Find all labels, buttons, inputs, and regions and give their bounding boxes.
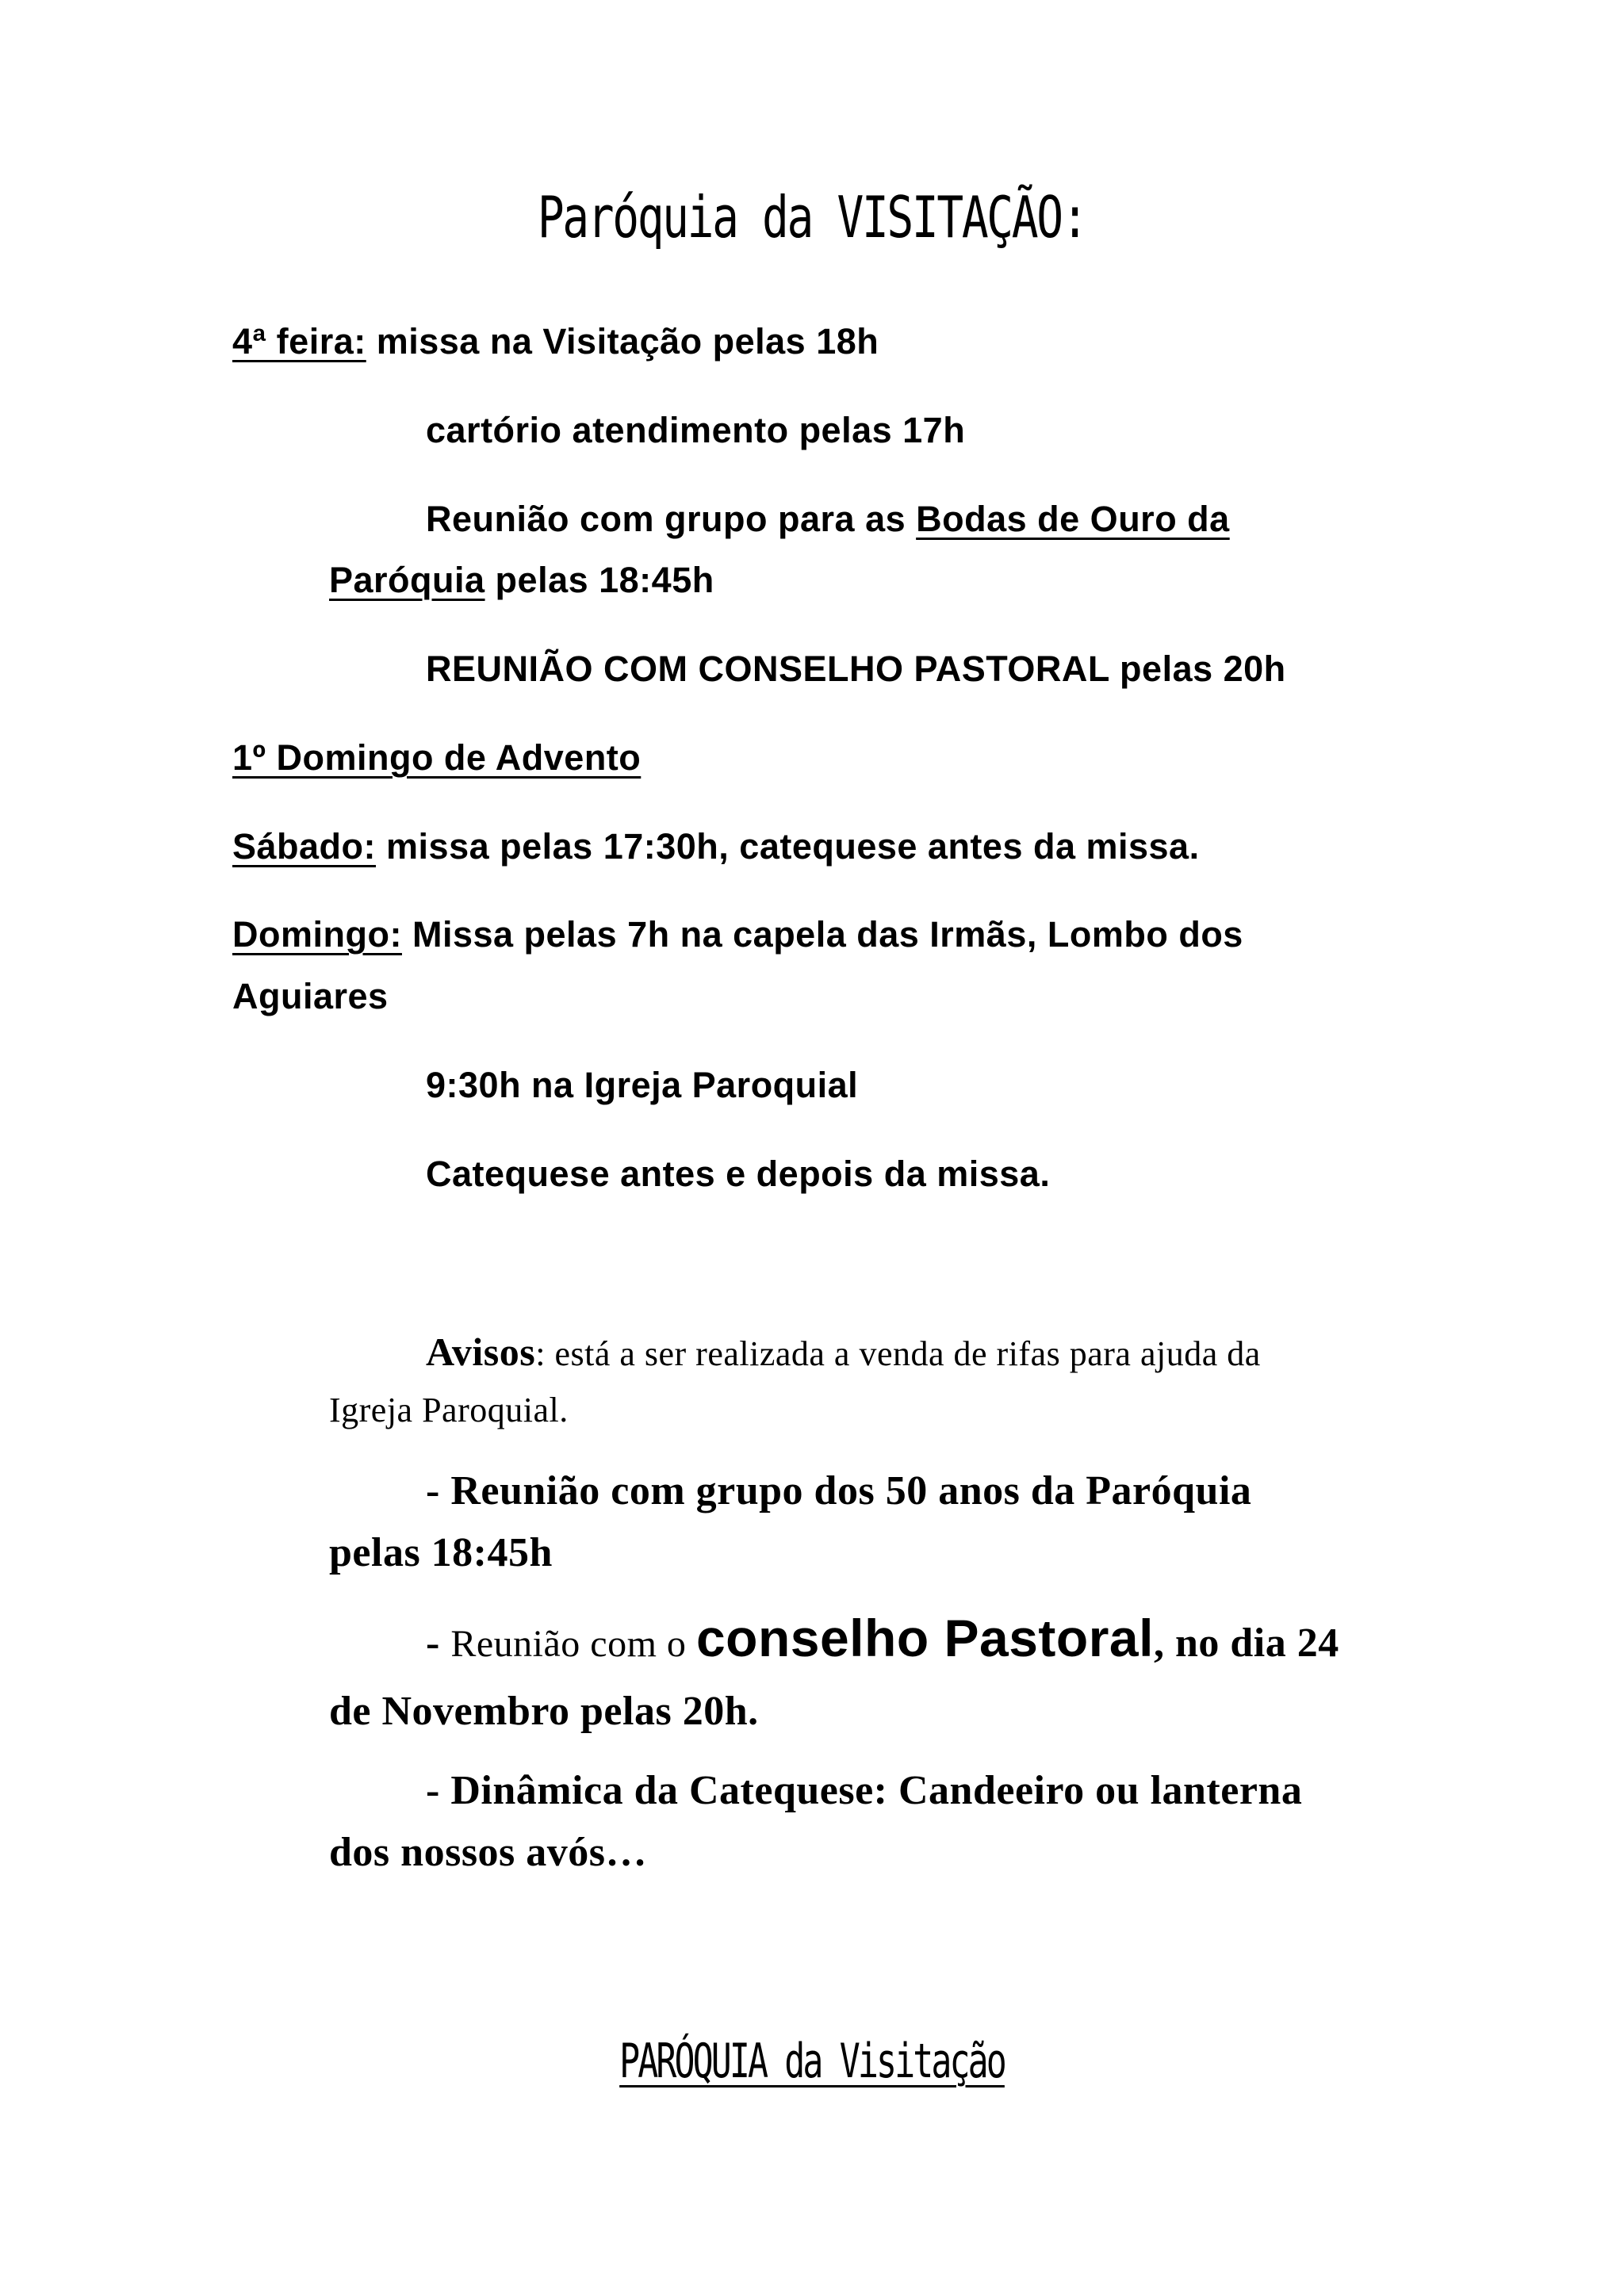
domingo-text: Missa pelas 7h na capela das Irmãs, Lombo dos (401, 914, 1243, 955)
avisos-text: : está a ser realizada a venda de rifas para ajuda da (535, 1334, 1261, 1373)
sabado-label: Sábado: (232, 826, 377, 867)
advento-label: 1º Domingo de Advento (232, 737, 642, 778)
domingo-label: Domingo: (232, 914, 402, 955)
domingo-catequese: Catequese antes e depois da missa. (426, 1154, 1051, 1194)
aviso-item-2-post: , no dia 24 (1153, 1621, 1339, 1666)
quarta-conselho: REUNIÃO COM CONSELHO PASTORAL pelas 20h (426, 649, 1286, 689)
sabado-line (232, 826, 1200, 867)
sabado-text: missa pelas 17:30h, catequese antes da missa. (376, 826, 1200, 867)
quarta-cartorio: cartório atendimento pelas 17h (426, 410, 966, 450)
avisos-text-cont: Igreja Paroquial. (329, 1391, 569, 1429)
advento-heading (232, 737, 642, 778)
aviso-item-1-cont: pelas 18:45h (329, 1530, 553, 1575)
aviso-item-1: - Reunião com grupo dos 50 anos da Paróquia (426, 1468, 1252, 1513)
quarta-reuniao-bodas (426, 501, 1230, 537)
quarta-bodas-link: Bodas de Ouro da (916, 499, 1230, 539)
aviso-item-2-cont: de Novembro pelas 20h. (329, 1689, 759, 1734)
quarta-reuniao-time: pelas 18:45h (485, 560, 714, 600)
aviso-item-2 (426, 1609, 1339, 1667)
aviso-item-2-norm: Reunião com o (450, 1623, 696, 1665)
quarta-line (232, 321, 879, 362)
footer-text: PARÓQUIA da Visitação (619, 2034, 1005, 2089)
aviso-item-2-big: conselho Pastoral (695, 1609, 1154, 1667)
page-title: Paróquia da VISITAÇÃO: (537, 184, 1087, 251)
quarta-reuniao-bodas-cont (329, 562, 714, 598)
quarta-reuniao-pre: Reunião com grupo para as (426, 499, 917, 539)
domingo-text-cont: Aguiares (232, 976, 389, 1016)
quarta-text: missa na Visitação pelas 18h (366, 321, 879, 362)
domingo-igreja: 9:30h na Igreja Paroquial (426, 1065, 859, 1105)
aviso-item-3: - Dinâmica da Catequese: Candeeiro ou lanterna (426, 1768, 1303, 1813)
aviso-item-3-cont: dos nossos avós… (329, 1830, 648, 1875)
avisos-line (426, 1332, 1261, 1372)
avisos-label: Avisos (426, 1330, 536, 1374)
domingo-line (232, 914, 1243, 955)
footer-signature (228, 2034, 1397, 2089)
aviso-item-2-dash: - (426, 1621, 451, 1666)
quarta-label: 4ª feira: (232, 321, 366, 362)
quarta-paroquia-link: Paróquia (329, 560, 485, 600)
